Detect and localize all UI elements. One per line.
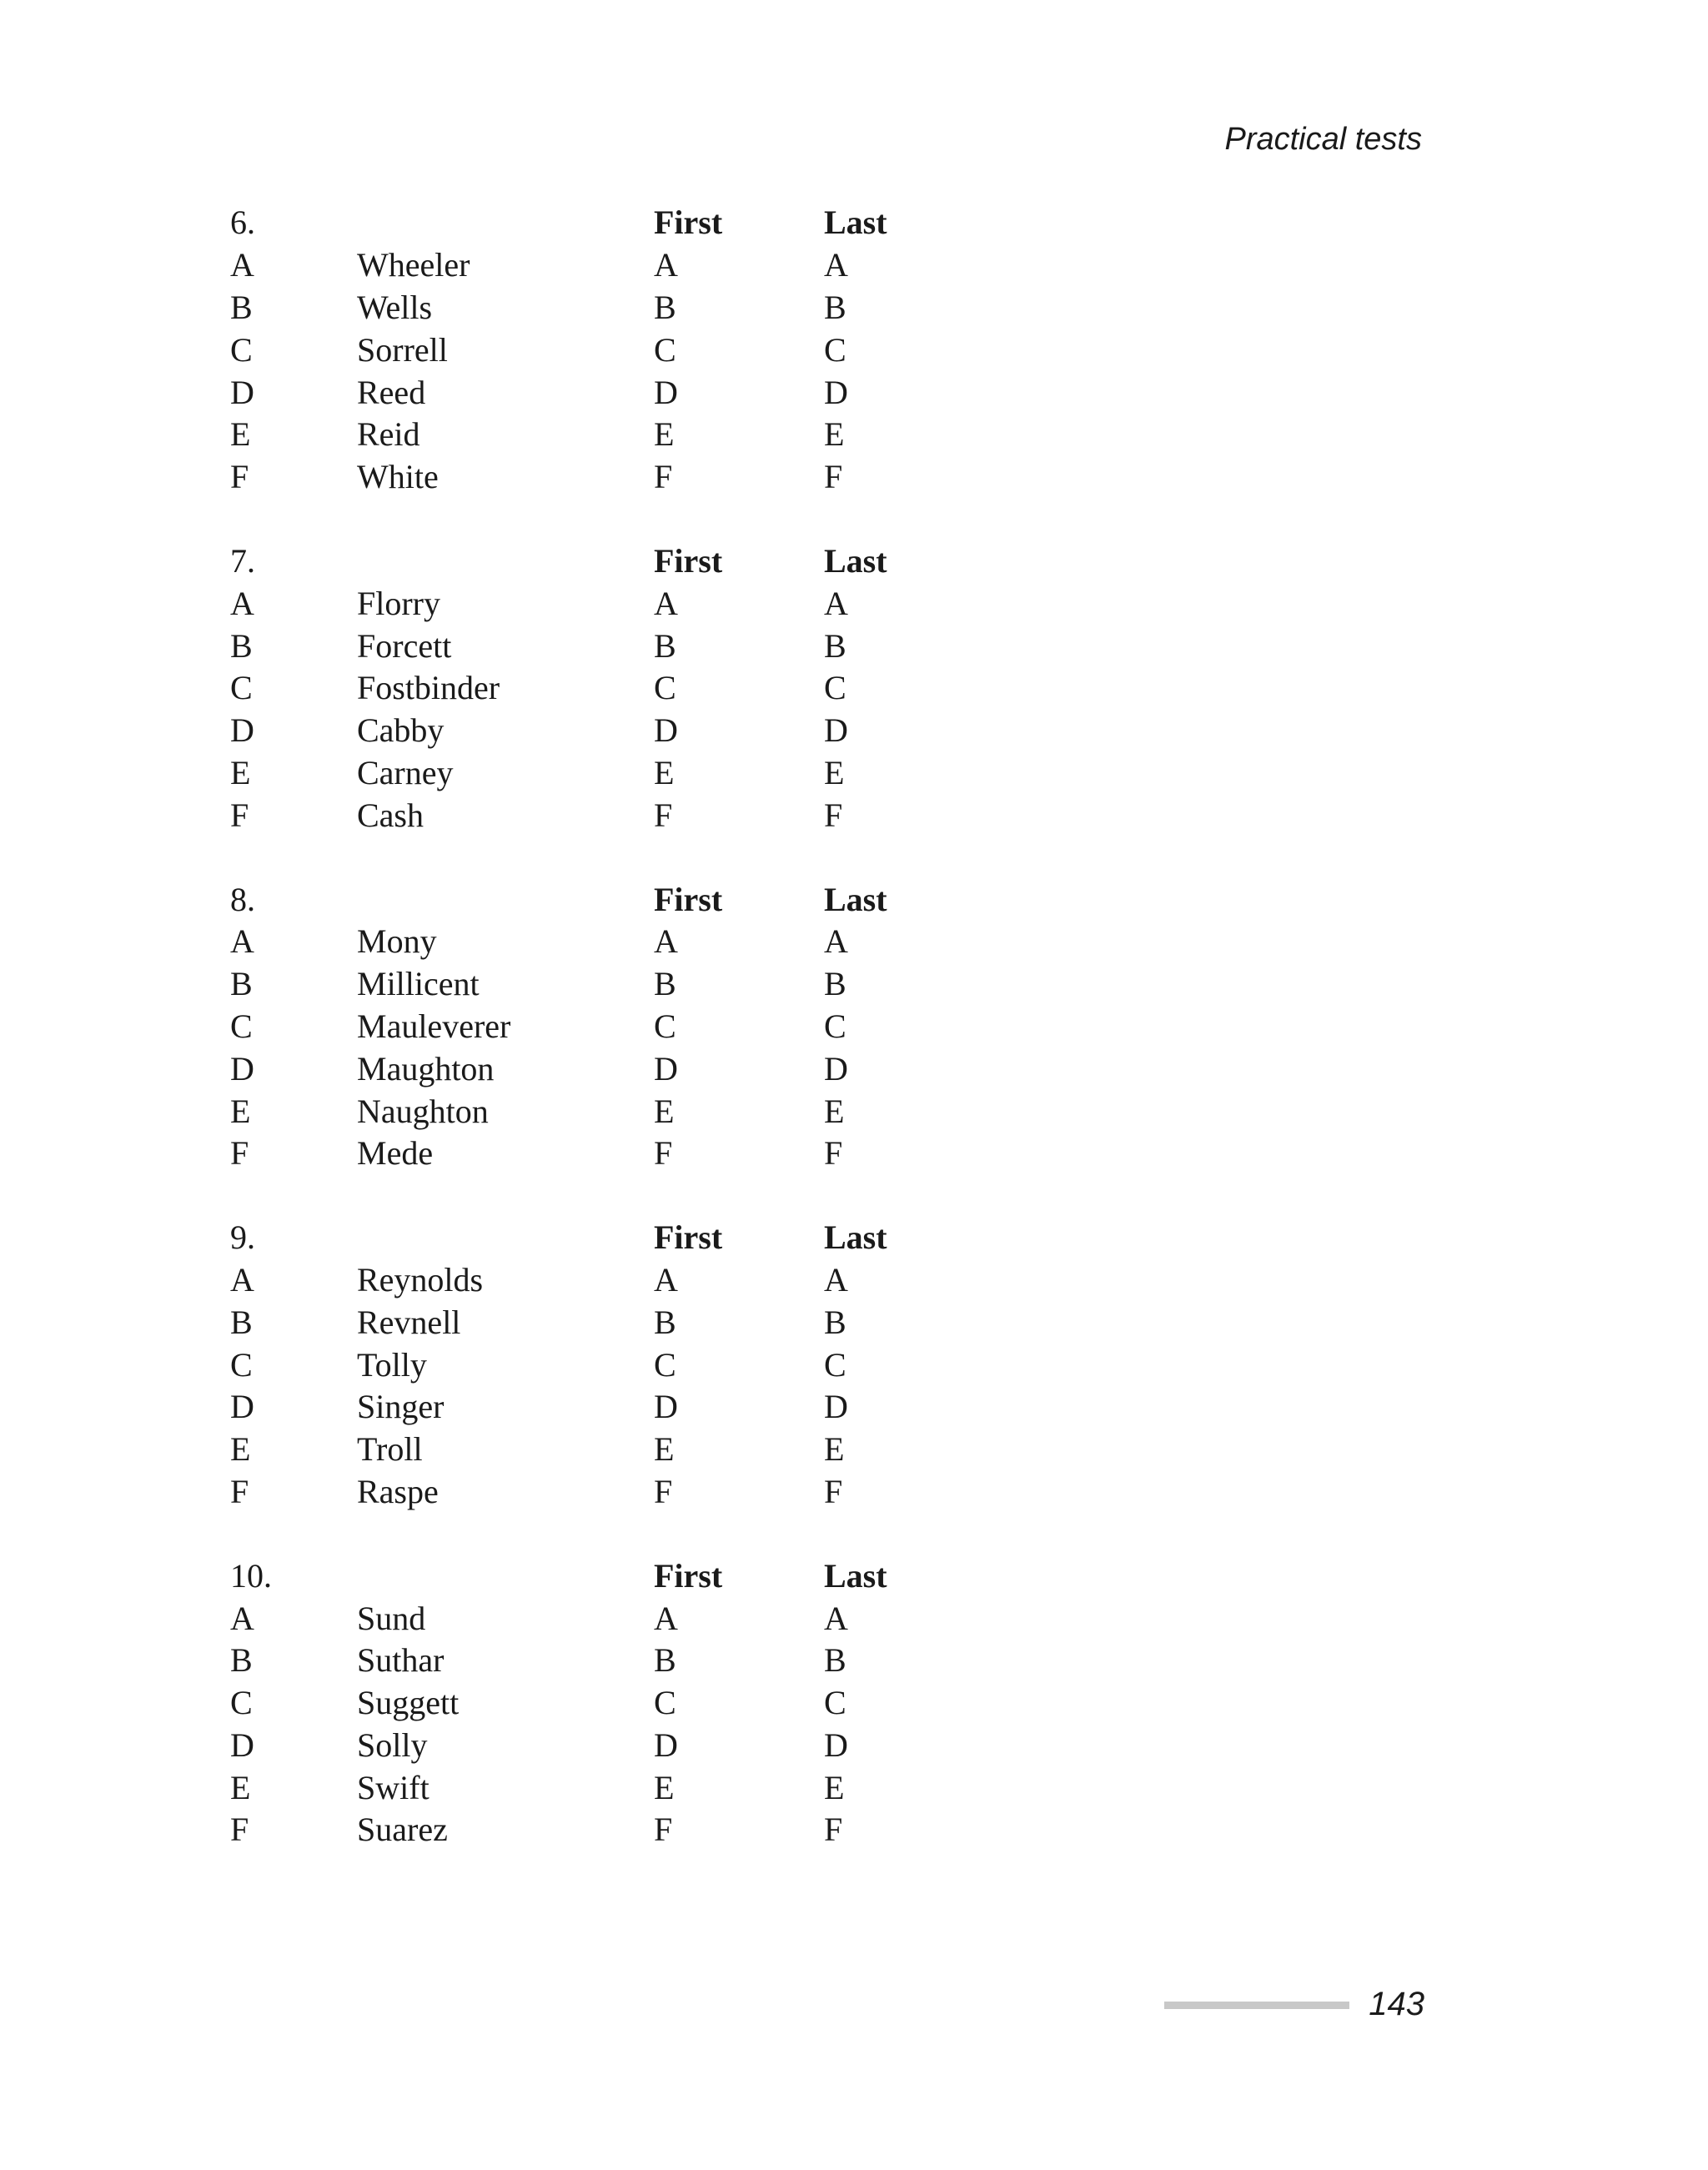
last-choice: B [824, 965, 846, 1003]
option-letter: A [230, 246, 254, 284]
first-choice: F [654, 796, 673, 834]
last-column-label: Last [824, 1556, 887, 1595]
last-column-label: Last [824, 880, 887, 918]
option-letter: C [230, 1345, 253, 1384]
option-letter: D [230, 711, 254, 750]
option-letter: B [230, 626, 253, 665]
option-name: Reynolds [357, 1260, 484, 1298]
first-column-label: First [654, 1218, 723, 1257]
option-name: Troll [357, 1430, 423, 1469]
option-row [230, 1682, 981, 1725]
option-row [230, 371, 981, 414]
question-number: 6. [230, 203, 255, 242]
option-name: Tolly [357, 1345, 427, 1384]
last-choice: A [824, 1260, 848, 1298]
last-choice: A [824, 1599, 848, 1637]
option-name: Naughton [357, 1092, 489, 1130]
first-column-label: First [654, 880, 723, 918]
option-letter: E [230, 1768, 251, 1806]
option-letter: A [230, 1260, 254, 1298]
first-choice: F [654, 458, 673, 496]
option-name: Forcett [357, 626, 452, 665]
option-letter: A [230, 1599, 254, 1637]
option-row [230, 414, 981, 456]
option-row [230, 1301, 981, 1344]
last-choice: A [824, 584, 848, 622]
option-row [230, 752, 981, 795]
first-choice: F [654, 1472, 673, 1510]
option-name: Wheeler [357, 246, 470, 284]
question-number: 7. [230, 541, 255, 580]
question-block [230, 1217, 981, 1514]
option-name: Raspe [357, 1472, 439, 1510]
question-block [230, 202, 981, 499]
option-row [230, 1597, 981, 1640]
option-name: Maughton [357, 1049, 495, 1088]
first-choice: C [654, 1007, 676, 1045]
last-choice: C [824, 1345, 846, 1384]
last-choice: E [824, 753, 845, 791]
first-choice: D [654, 1388, 678, 1426]
option-row [230, 1471, 981, 1514]
option-row [230, 667, 981, 710]
last-choice: C [824, 330, 846, 369]
first-choice: C [654, 669, 676, 707]
option-row [230, 1640, 981, 1682]
option-name: Suarez [357, 1811, 448, 1849]
first-choice: F [654, 1134, 673, 1173]
first-choice: D [654, 1049, 678, 1088]
option-row [230, 1090, 981, 1133]
question-number: 9. [230, 1218, 255, 1257]
option-row [230, 1386, 981, 1429]
option-letter: F [230, 1811, 249, 1849]
first-choice: B [654, 1303, 676, 1341]
option-letter: F [230, 1134, 249, 1173]
first-choice: E [654, 753, 675, 791]
option-name: Cash [357, 796, 424, 834]
running-head: Practical tests [1224, 122, 1422, 157]
first-choice: E [654, 1430, 675, 1469]
first-choice: B [654, 1641, 676, 1680]
option-letter: C [230, 330, 253, 369]
footer-rule [1164, 2002, 1349, 2009]
option-row [230, 329, 981, 371]
last-choice: F [824, 1134, 843, 1173]
first-choice: C [654, 1345, 676, 1384]
last-choice: E [824, 1092, 845, 1130]
option-row [230, 244, 981, 287]
last-choice: B [824, 626, 846, 665]
question-list [230, 202, 981, 1893]
option-name: Wells [357, 288, 433, 326]
option-letter: F [230, 458, 249, 496]
option-letter: C [230, 1007, 253, 1045]
last-choice: C [824, 1684, 846, 1722]
last-choice: B [824, 1641, 846, 1680]
option-row [230, 710, 981, 752]
option-name: Carney [357, 753, 454, 791]
last-choice: D [824, 1049, 848, 1088]
option-name: Mony [357, 922, 437, 961]
option-letter: B [230, 1303, 253, 1341]
first-choice: A [654, 1599, 678, 1637]
page-footer [1164, 1983, 1424, 2025]
option-name: Mede [357, 1134, 434, 1173]
first-column-label: First [654, 1556, 723, 1595]
first-choice: B [654, 626, 676, 665]
last-choice: D [824, 373, 848, 411]
question-header [230, 540, 981, 583]
question-number: 10. [230, 1556, 272, 1595]
option-row [230, 1429, 981, 1471]
option-row [230, 1133, 981, 1175]
option-name: Fostbinder [357, 669, 500, 707]
first-choice: E [654, 1768, 675, 1806]
option-row [230, 582, 981, 625]
last-choice: F [824, 1472, 843, 1510]
option-row [230, 794, 981, 836]
last-choice: F [824, 458, 843, 496]
option-row [230, 1259, 981, 1302]
option-letter: A [230, 584, 254, 622]
option-letter: D [230, 1725, 254, 1764]
question-block [230, 540, 981, 837]
option-name: Mauleverer [357, 1007, 511, 1045]
option-name: Reed [357, 373, 426, 411]
option-name: Sorrell [357, 330, 448, 369]
last-choice: E [824, 1430, 845, 1469]
option-letter: E [230, 415, 251, 454]
option-name: Cabby [357, 711, 445, 750]
option-row [230, 921, 981, 963]
option-row [230, 1809, 981, 1851]
last-choice: C [824, 1007, 846, 1045]
option-letter: F [230, 796, 249, 834]
first-choice: A [654, 246, 678, 284]
question-block [230, 878, 981, 1175]
last-choice: E [824, 415, 845, 454]
first-choice: F [654, 1811, 673, 1849]
page-number: 143 [1369, 1986, 1424, 2022]
option-letter: B [230, 1641, 253, 1680]
first-column-label: First [654, 541, 723, 580]
option-name: Suthar [357, 1641, 445, 1680]
option-letter: D [230, 1388, 254, 1426]
option-row [230, 625, 981, 667]
option-row [230, 963, 981, 1006]
last-choice: D [824, 711, 848, 750]
last-choice: C [824, 669, 846, 707]
last-choice: E [824, 1768, 845, 1806]
last-column-label: Last [824, 541, 887, 580]
question-header [230, 1217, 981, 1259]
option-row [230, 1725, 981, 1767]
option-row [230, 1344, 981, 1386]
last-choice: B [824, 1303, 846, 1341]
option-letter: B [230, 965, 253, 1003]
first-choice: D [654, 373, 678, 411]
option-letter: C [230, 669, 253, 707]
option-name: Revnell [357, 1303, 461, 1341]
first-choice: E [654, 1092, 675, 1130]
option-name: Suggett [357, 1684, 460, 1722]
option-name: Florry [357, 584, 440, 622]
option-name: Reid [357, 415, 420, 454]
option-row [230, 1006, 981, 1048]
option-letter: E [230, 753, 251, 791]
question-block [230, 1555, 981, 1851]
option-row [230, 1766, 981, 1809]
question-header [230, 202, 981, 244]
option-letter: E [230, 1430, 251, 1469]
question-number: 8. [230, 880, 255, 918]
option-letter: B [230, 288, 253, 326]
option-letter: C [230, 1684, 253, 1722]
last-choice: F [824, 1811, 843, 1849]
first-choice: A [654, 584, 678, 622]
first-choice: D [654, 711, 678, 750]
option-row [230, 456, 981, 499]
option-name: Solly [357, 1725, 428, 1764]
last-choice: F [824, 796, 843, 834]
first-choice: A [654, 1260, 678, 1298]
option-letter: E [230, 1092, 251, 1130]
option-name: White [357, 458, 439, 496]
option-name: Swift [357, 1768, 430, 1806]
first-choice: B [654, 288, 676, 326]
first-choice: C [654, 1684, 676, 1722]
option-letter: F [230, 1472, 249, 1510]
option-letter: A [230, 922, 254, 961]
first-choice: C [654, 330, 676, 369]
question-header [230, 1555, 981, 1597]
last-column-label: Last [824, 1218, 887, 1257]
first-choice: E [654, 415, 675, 454]
last-choice: B [824, 288, 846, 326]
question-header [230, 878, 981, 921]
option-row [230, 1047, 981, 1090]
last-choice: D [824, 1388, 848, 1426]
first-column-label: First [654, 203, 723, 242]
option-name: Sund [357, 1599, 426, 1637]
first-choice: A [654, 922, 678, 961]
option-name: Singer [357, 1388, 445, 1426]
first-choice: D [654, 1725, 678, 1764]
option-letter: D [230, 1049, 254, 1088]
last-column-label: Last [824, 203, 887, 242]
last-choice: A [824, 922, 848, 961]
last-choice: A [824, 246, 848, 284]
option-row [230, 287, 981, 329]
first-choice: B [654, 965, 676, 1003]
option-name: Millicent [357, 965, 480, 1003]
option-letter: D [230, 373, 254, 411]
last-choice: D [824, 1725, 848, 1764]
